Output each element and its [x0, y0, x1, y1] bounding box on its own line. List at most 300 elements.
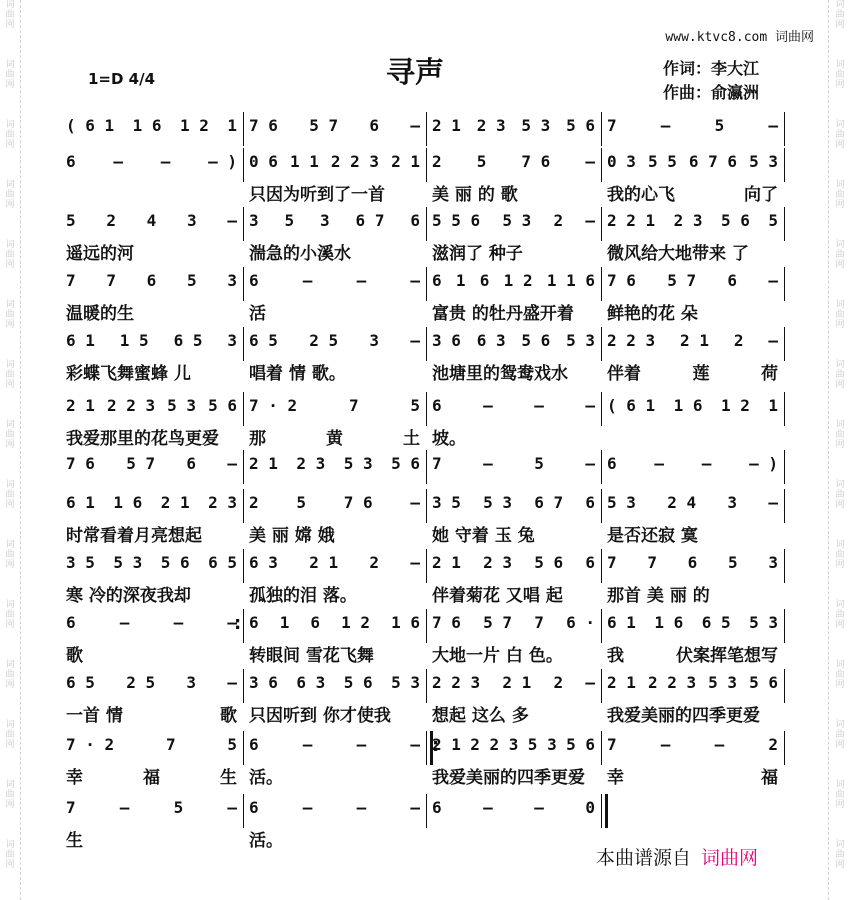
- measure-lyrics: [249, 763, 420, 788]
- measure-notes: [249, 396, 420, 415]
- note-group: 6 1: [66, 493, 95, 512]
- note-group: 2 5: [309, 331, 339, 350]
- note-group: 7 6: [249, 116, 278, 135]
- note-group: —: [227, 211, 237, 230]
- note-group: —: [585, 454, 595, 473]
- note-group: 6 5: [208, 553, 237, 572]
- note-group: 2 2 3: [647, 673, 697, 692]
- note-group: 2 1: [432, 553, 461, 572]
- note-group: 6: [432, 271, 442, 290]
- note-group: 3: [227, 331, 237, 350]
- lyric-word: 我爱美丽的四季更爱: [607, 706, 760, 726]
- watermark-text: 词曲网: [835, 240, 845, 270]
- measure-lyrics: [607, 581, 778, 606]
- measure-notes: [607, 152, 778, 171]
- measure: [426, 487, 601, 547]
- note-group: 7 · 2: [249, 396, 298, 415]
- note-group: 2 3: [476, 116, 506, 135]
- measure-notes: [249, 798, 420, 817]
- measure: [601, 265, 784, 325]
- note-group: 6: [249, 798, 259, 817]
- measure: [60, 607, 243, 667]
- note-group: 3 6: [432, 331, 461, 350]
- measure: [60, 487, 243, 547]
- measure: [60, 792, 243, 852]
- measure: [60, 205, 243, 265]
- lyric-word: 孤独的泪 落。: [249, 586, 357, 606]
- bar-line: [784, 392, 785, 426]
- note-group: 1 2: [179, 116, 209, 135]
- note-group: 3 5: [432, 493, 461, 512]
- measure: [243, 792, 426, 852]
- site-url: www.ktvc8.com 词曲网: [665, 30, 814, 45]
- measure-notes: [249, 454, 420, 473]
- staff-system: [60, 667, 784, 727]
- measure-notes: [66, 798, 237, 817]
- note-group: —: [410, 493, 420, 512]
- lyric-word: 生: [66, 831, 83, 851]
- note-group: —: [585, 396, 595, 415]
- measure-lyrics: [66, 826, 237, 851]
- measure: [243, 325, 426, 385]
- measure-notes: [432, 454, 595, 473]
- measure: [60, 146, 243, 206]
- lyric-word: 大地一片 白 色。: [432, 646, 563, 666]
- note-group: 5: [173, 798, 184, 817]
- bar-line: [784, 669, 785, 703]
- composer-credit: 作曲：俞瀛洲: [663, 83, 760, 102]
- note-group: 6 1: [66, 331, 95, 350]
- note-group: 2 2 1: [607, 211, 656, 230]
- note-group: 1 6: [132, 116, 162, 135]
- measure-notes: [607, 673, 778, 692]
- note-group: —: [227, 613, 237, 632]
- note-group: —: [410, 798, 420, 817]
- bar-line: [784, 207, 785, 241]
- note-group: 6: [607, 454, 617, 473]
- lyric-word: 福: [143, 768, 160, 788]
- note-group: —: [534, 798, 544, 817]
- measure-notes: [249, 673, 420, 692]
- note-group: 5: [768, 211, 778, 230]
- watermark-text: 词曲网: [5, 780, 15, 810]
- note-group: —: [227, 673, 237, 692]
- measure-lyrics: [249, 701, 420, 726]
- watermark-text: 词曲网: [5, 0, 15, 30]
- lyric-word: 歌: [220, 706, 237, 726]
- measure-lyrics: [607, 763, 778, 788]
- measure-notes: [249, 331, 420, 350]
- note-group: 2 2 3: [470, 735, 519, 754]
- note-group: 5 6: [343, 673, 373, 692]
- watermark-text: 词曲网: [5, 660, 15, 690]
- note-group: 5 6: [534, 553, 564, 572]
- measure-lyrics: [432, 641, 595, 666]
- note-group: —: [483, 798, 493, 817]
- note-group: 5: [296, 493, 306, 512]
- note-group: 5 5 6: [432, 211, 481, 230]
- note-group: 1 1 6: [546, 271, 595, 290]
- note-group: 6 3: [296, 673, 326, 692]
- note-group: 3: [249, 211, 259, 230]
- note-group: 5 3: [521, 116, 551, 135]
- lyric-word: 滋润了 种子: [432, 244, 523, 264]
- note-group: 6: [432, 798, 442, 817]
- lyric-word: 她 守着 玉 兔: [432, 526, 535, 546]
- note-group: 2 2 3: [432, 673, 481, 692]
- measure-lyrics: [607, 239, 778, 264]
- measure-lyrics: [249, 521, 420, 546]
- measure-notes: [432, 331, 595, 350]
- note-group: 3 5: [66, 553, 95, 572]
- note-group: —: [356, 798, 367, 817]
- measure: [601, 390, 784, 450]
- measure-notes: [249, 735, 420, 754]
- left-border-line: [20, 0, 21, 900]
- lyric-word: 寒 冷的深夜我却: [66, 586, 191, 606]
- note-group: —: [356, 271, 367, 290]
- note-group: 6 1: [607, 613, 636, 632]
- measure-notes: [66, 331, 237, 350]
- watermark-text: 词曲网: [835, 420, 845, 450]
- measure-notes: [66, 735, 237, 754]
- note-group: 7: [66, 271, 76, 290]
- measure-lyrics: [607, 701, 778, 726]
- note-group: 5 3: [167, 396, 197, 415]
- note-group: 7: [348, 396, 359, 415]
- lyric-word: 幸: [607, 768, 624, 788]
- watermark-text: 词曲网: [835, 0, 845, 30]
- note-group: 5 6: [566, 735, 595, 754]
- measure: [426, 325, 601, 385]
- note-group: 3: [727, 493, 738, 512]
- note-group: 3: [186, 673, 197, 692]
- lyric-word: 歌: [66, 646, 83, 666]
- note-group: 5: [727, 553, 738, 572]
- measure: [243, 729, 426, 789]
- measure-lyrics: [249, 424, 420, 449]
- lyric-word: 一首 情: [66, 706, 123, 726]
- measure-notes: [432, 613, 595, 632]
- measure-lyrics: [607, 521, 778, 546]
- note-group: —: [483, 396, 493, 415]
- measure: [601, 146, 784, 206]
- note-group: 3: [227, 271, 237, 290]
- lyric-word: 伏案挥笔想写: [676, 646, 778, 666]
- measure-lyrics: [432, 763, 595, 788]
- note-group: —: [585, 211, 595, 230]
- note-group: 7 6: [521, 152, 551, 171]
- note-group: 7 · 2: [66, 735, 115, 754]
- note-group: 5 3: [502, 211, 532, 230]
- measure: [426, 146, 601, 206]
- measure-notes: [66, 493, 237, 512]
- watermark-text: 词曲网: [5, 300, 15, 330]
- bar-line: [784, 450, 785, 484]
- note-group: — ): [749, 454, 778, 473]
- lyric-word: 活。: [249, 768, 283, 788]
- note-group: 2: [432, 152, 442, 171]
- note-group: 5: [186, 271, 197, 290]
- note-group: 5 3: [391, 673, 420, 692]
- note-group: 5 6: [720, 211, 750, 230]
- measure: [60, 729, 243, 789]
- measure-notes: [607, 493, 778, 512]
- lyric-word: 湍急的小溪水: [249, 244, 351, 264]
- measure-lyrics: [66, 641, 237, 666]
- measure: [60, 390, 243, 450]
- note-group: 2 4: [667, 493, 697, 512]
- bar-line: [784, 327, 785, 361]
- lyric-word: 唱着 情 歌。: [249, 364, 346, 384]
- note-group: —: [302, 271, 313, 290]
- note-group: 6: [369, 116, 380, 135]
- note-group: —: [302, 735, 313, 754]
- measure: [601, 729, 784, 789]
- watermark-text: 词曲网: [835, 660, 845, 690]
- note-group: —: [410, 116, 420, 135]
- note-group: 6 7: [355, 211, 385, 230]
- measure-notes: [607, 553, 778, 572]
- note-group: 5 3: [749, 152, 778, 171]
- measure-lyrics: [249, 641, 420, 666]
- note-group: 5 7: [309, 116, 339, 135]
- note-group: 5 3: [483, 493, 513, 512]
- note-group: 6: [249, 271, 259, 290]
- measure-notes: [66, 271, 237, 290]
- note-group: 6: [410, 211, 420, 230]
- measure-lyrics: [66, 521, 237, 546]
- measure-lyrics: [249, 581, 420, 606]
- note-group: 2 5: [126, 673, 156, 692]
- note-group: 2 1: [309, 553, 339, 572]
- note-group: 3: [369, 331, 380, 350]
- note-group: 6 5: [66, 673, 95, 692]
- note-group: 1 2: [720, 396, 750, 415]
- note-group: —: [410, 271, 420, 290]
- note-group: —: [768, 331, 778, 350]
- note-group: 3 6: [249, 673, 278, 692]
- note-group: 1: [227, 116, 237, 135]
- measure-notes: [66, 211, 237, 230]
- note-group: 1 6: [391, 613, 420, 632]
- note-group: —: [410, 735, 420, 754]
- measure: [243, 487, 426, 547]
- note-group: 5 3: [566, 331, 595, 350]
- measure: [243, 607, 426, 667]
- lyric-word: 温暖的生: [66, 304, 134, 324]
- note-group: 1: [768, 396, 778, 415]
- note-group: —: [768, 493, 778, 512]
- measure-notes: [66, 152, 237, 171]
- measure-notes: [432, 116, 595, 135]
- note-group: 5: [66, 211, 76, 230]
- measure-notes: [249, 152, 420, 171]
- note-group: —: [160, 152, 171, 171]
- note-group: —: [113, 152, 123, 171]
- measure-lyrics: [432, 581, 595, 606]
- measure: [60, 667, 243, 727]
- bar-line: [784, 489, 785, 523]
- measure: [601, 547, 784, 607]
- note-group: 6: [146, 271, 157, 290]
- note-group: 5 7: [483, 613, 513, 632]
- lyric-word: 只因听到 你才使我: [249, 706, 391, 726]
- note-group: 2 3: [483, 553, 513, 572]
- measure-lyrics: [249, 239, 420, 264]
- note-group: 2: [553, 673, 564, 692]
- note-group: 2 1: [432, 116, 461, 135]
- measure-notes: [249, 116, 420, 135]
- lyric-word: 那首 美 丽 的: [607, 586, 710, 606]
- note-group: 2 1: [502, 673, 532, 692]
- measure-lyrics: [607, 359, 778, 384]
- song-title: 寻声: [386, 55, 445, 89]
- note-group: 5: [284, 211, 295, 230]
- measure-notes: [66, 673, 237, 692]
- note-group: —: [768, 116, 778, 135]
- note-group: 4: [146, 211, 157, 230]
- note-group: 5 3: [607, 493, 636, 512]
- lyric-word: 想起 这么 多: [432, 706, 529, 726]
- lyric-word: 生: [220, 768, 237, 788]
- note-group: —: [356, 735, 367, 754]
- measure: [243, 146, 426, 206]
- measure: [426, 205, 601, 265]
- watermark-text: 词曲网: [835, 840, 845, 870]
- note-group: 5 6: [391, 454, 420, 473]
- staff-system: [60, 205, 784, 265]
- measure-notes: [66, 116, 237, 135]
- final-bar-line: [601, 794, 602, 828]
- note-group: 2: [106, 211, 116, 230]
- lyric-word: 美 丽 嫦 娥: [249, 526, 335, 546]
- measure: [601, 325, 784, 385]
- note-group: 2 3: [296, 454, 326, 473]
- measure-lyrics: [432, 299, 595, 324]
- watermark-text: 词曲网: [835, 480, 845, 510]
- note-group: 2 1: [66, 396, 95, 415]
- measure-lyrics: [249, 826, 420, 851]
- lyric-word: 我的心飞: [607, 185, 675, 205]
- note-group: 2 2 3: [607, 331, 656, 350]
- staff-system: [60, 146, 784, 206]
- lyric-word: 土: [403, 429, 420, 449]
- note-group: 1: [279, 613, 290, 632]
- measure-lyrics: [607, 180, 778, 205]
- note-group: 2 3: [208, 493, 237, 512]
- measure-notes: [66, 553, 237, 572]
- note-group: 2: [733, 331, 744, 350]
- staff-system: [60, 607, 784, 667]
- note-group: 6: [585, 493, 595, 512]
- measure-notes: [432, 211, 595, 230]
- note-group: 7: [607, 553, 617, 572]
- watermark-text: 词曲网: [5, 180, 15, 210]
- measure: [601, 487, 784, 547]
- lyric-word: 转眼间 雪花飞舞: [249, 646, 374, 666]
- note-group: 0 3: [607, 152, 636, 171]
- note-group: —: [660, 116, 671, 135]
- lyric-word: 鲜艳的花 朵: [607, 304, 698, 324]
- lyric-word: 富贵 的牡丹盛开着: [432, 304, 574, 324]
- staff-system: [60, 547, 784, 607]
- watermark-text: 词曲网: [835, 780, 845, 810]
- note-group: 2 1: [249, 454, 278, 473]
- watermark-text: 词曲网: [5, 600, 15, 630]
- note-group: 5 6: [208, 396, 237, 415]
- note-group: —: [701, 454, 712, 473]
- measure: [426, 547, 601, 607]
- note-group: 1 6: [113, 493, 143, 512]
- measure-notes: [607, 271, 778, 290]
- watermark-text: 词曲网: [835, 300, 845, 330]
- measure-notes: [432, 673, 595, 692]
- measure-lyrics: [249, 180, 420, 205]
- note-group: —: [534, 396, 544, 415]
- note-group: 3: [768, 553, 778, 572]
- watermark-text: 词曲网: [5, 840, 15, 870]
- note-group: 5 5: [647, 152, 677, 171]
- measure: [60, 325, 243, 385]
- note-group: 7 6: [66, 454, 95, 473]
- note-group: —: [585, 152, 595, 171]
- lyric-word: 莲: [692, 364, 710, 384]
- note-group: 6: [66, 152, 76, 171]
- measure-notes: [607, 396, 778, 415]
- lyric-word: 活: [249, 304, 266, 324]
- measure: [426, 390, 601, 450]
- bar-line: [784, 731, 785, 765]
- note-group: 5 6: [521, 331, 551, 350]
- note-group: 6: [310, 613, 321, 632]
- note-group: 5: [714, 116, 725, 135]
- note-group: 7: [165, 735, 176, 754]
- note-group: 5 3: [113, 553, 143, 572]
- lyric-word: 伴着菊花 又唱 起: [432, 586, 563, 606]
- measure-lyrics: [66, 239, 237, 264]
- lyric-word: 遥远的河: [66, 244, 134, 264]
- note-group: —: [714, 735, 725, 754]
- note-group: — ): [208, 152, 237, 171]
- note-group: —: [654, 454, 664, 473]
- measure: [426, 729, 601, 789]
- watermark-text: 词曲网: [5, 60, 15, 90]
- lyric-word: 我: [607, 646, 624, 666]
- measure-lyrics: [432, 424, 595, 449]
- source-prefix: 本曲谱源自: [596, 847, 692, 869]
- lyric-word: 坡。: [432, 429, 466, 449]
- note-group: 2 1: [391, 152, 420, 171]
- note-group: 1 5: [119, 331, 149, 350]
- measure: [243, 390, 426, 450]
- note-group: 1 1: [289, 152, 319, 171]
- lyric-word: 只因为听到了一首: [249, 185, 385, 205]
- note-group: 2: [553, 211, 564, 230]
- watermark-text: 词曲网: [835, 180, 845, 210]
- note-group: 1 2: [503, 271, 533, 290]
- measure-lyrics: [249, 359, 420, 384]
- note-group: 5: [227, 735, 237, 754]
- note-group: 1 6: [654, 613, 684, 632]
- measure-notes: [66, 396, 237, 415]
- note-group: 3: [320, 211, 330, 230]
- note-group: 2 2 3: [330, 152, 380, 171]
- note-group: 2: [768, 735, 778, 754]
- note-group: 6: [249, 735, 259, 754]
- watermark-text: 词曲网: [5, 420, 15, 450]
- measure-notes: [432, 493, 595, 512]
